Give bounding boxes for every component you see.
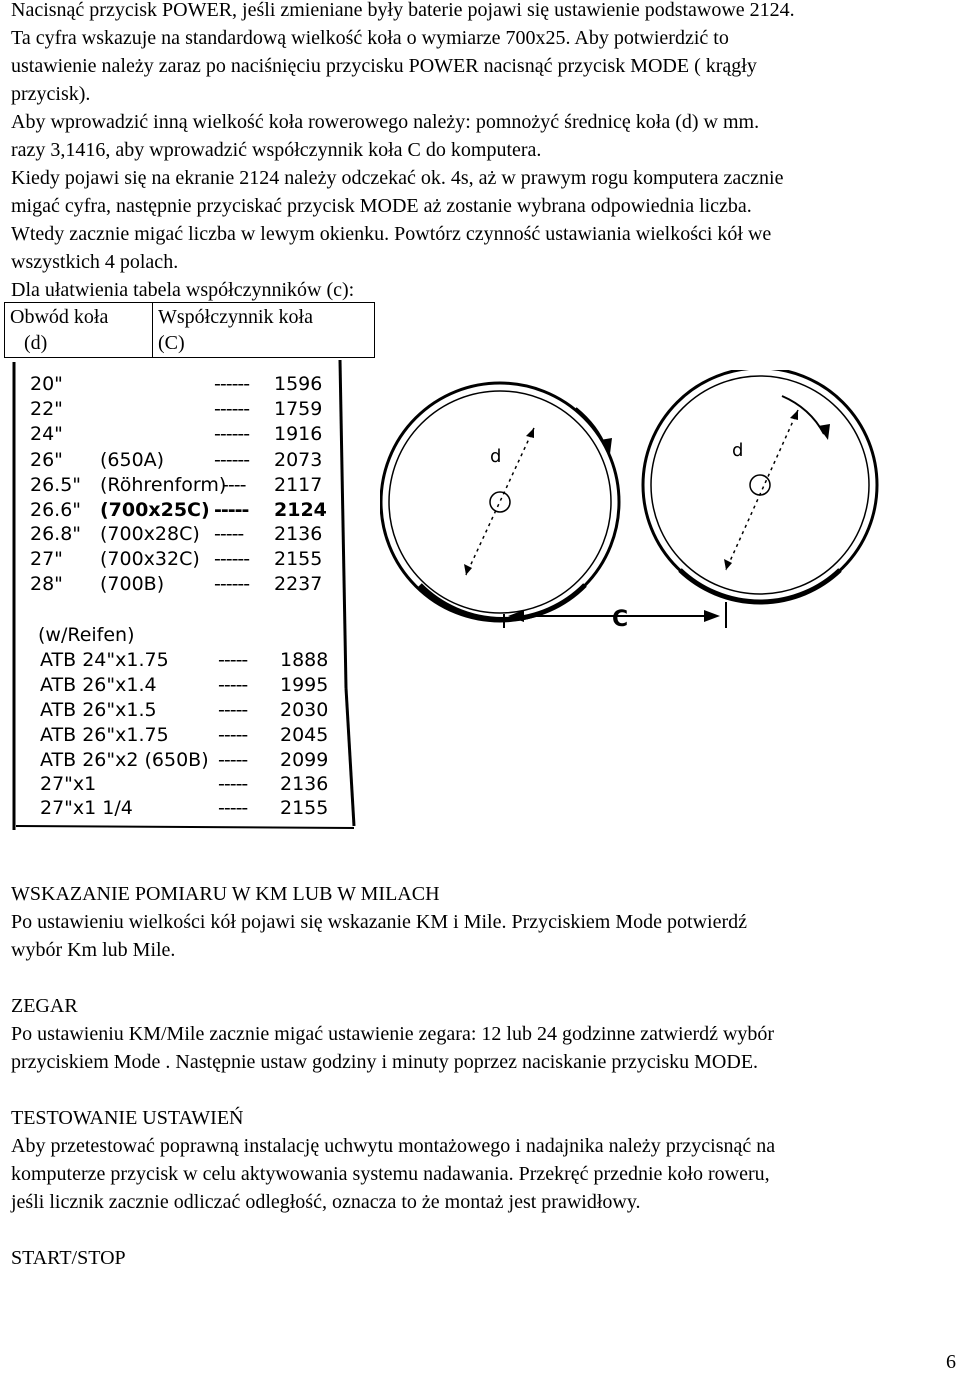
row-dash: ----- — [214, 499, 249, 521]
row-dash: ----- — [218, 674, 248, 696]
intro-line-1: Nacisnąć przycisk POWER, jeśli zmieniane były baterie pojawi się ustawienie podstawowe 2124. — [11, 0, 795, 21]
row-name: (700x25C) — [100, 499, 210, 521]
km-line-2: wybór Km lub Mile. — [11, 939, 176, 961]
row-size: ATB 26"x1.4 — [40, 674, 157, 696]
row-value: 2136 — [274, 523, 323, 545]
row-size: 24" — [30, 423, 63, 445]
row-size: 20" — [30, 373, 63, 395]
table-row — [10, 473, 350, 497]
test-line-1: Aby przetestować poprawną instalację uchwytu montażowego i nadajnika należy przycisnąć na — [11, 1135, 776, 1157]
table-row — [10, 796, 350, 820]
c-label: C — [612, 607, 629, 632]
row-value: 2155 — [280, 797, 329, 819]
row-name: (700x32C) — [100, 548, 200, 570]
intro-line-5: Aby wprowadzić inną wielkość koła rowerowego należy: pomnożyć średnicę koła (d) w mm. — [11, 111, 760, 133]
table-intro: Dla ułatwienia tabela współczynników (c): — [11, 279, 355, 301]
row-size: 27"x1 — [40, 773, 97, 795]
row-value: 2136 — [280, 773, 329, 795]
intro-line-4: przycisk). — [11, 83, 91, 105]
table-row — [10, 522, 350, 546]
clock-line-1: Po ustawieniu KM/Mile zacznie migać ustawienie zegara: 12 lub 24 godzinne zatwierdź wybór — [11, 1023, 775, 1045]
row-size: ATB 26"x1.75 — [40, 724, 169, 746]
test-section-title: TESTOWANIE USTAWIEŃ — [11, 1107, 244, 1129]
intro-line-2: Ta cyfra wskazuje na standardową wielkość koła o wymiarze 700x25. Aby potwierdzić to — [11, 27, 729, 49]
row-name: (700B) — [100, 573, 165, 595]
row-name: (Röhrenform) — [100, 474, 227, 496]
clock-line-2: przyciskiem Mode . Następnie ustaw godziny i minuty poprzez naciskanie przycisku MODE. — [11, 1051, 759, 1073]
row-value: 2124 — [274, 499, 327, 521]
wheel-size-table — [10, 358, 358, 832]
row-value: 1995 — [280, 674, 329, 696]
d-label-right: d — [732, 440, 744, 461]
row-dash: ----- — [218, 699, 248, 721]
header-circumference-line2: (d) — [24, 332, 48, 354]
km-line-1: Po ustawieniu wielkości kół pojawi się wskazanie KM i Mile. Przyciskiem Mode potwierdź — [11, 911, 747, 933]
row-value: 1759 — [274, 398, 323, 420]
header-coefficient — [153, 303, 374, 357]
table-row — [10, 547, 350, 571]
header-coefficient-line1: Współczynnik koła — [158, 306, 313, 328]
row-dash: ------ — [214, 423, 250, 445]
intro-line-7: Kiedy pojawi się na ekranie 2124 należy odczekać ok. 4s, aż w prawym rogu komputera zacznie — [11, 167, 784, 189]
left-wheel — [381, 383, 619, 621]
table-row — [10, 673, 350, 697]
page-number: 6 — [946, 1351, 956, 1373]
intro-line-10: wszystkich 4 polach. — [11, 251, 179, 273]
intro-line-8: migać cyfra, następnie przyciskać przycisk MODE aż zostanie wybrana odpowiednia liczba. — [11, 195, 752, 217]
row-dash: ------ — [214, 548, 250, 570]
row-size: ATB 24"x1.75 — [40, 649, 169, 671]
row-size: ATB 26"x1.5 — [40, 699, 157, 721]
table-row — [10, 397, 350, 421]
table-row — [10, 772, 350, 796]
row-size: ATB 26"x2 (650B) — [40, 749, 209, 771]
row-size: 26.6" — [30, 499, 82, 521]
row-dash: ------ — [214, 573, 250, 595]
intro-line-6: razy 3,1416, aby wprowadzić współczynnik koła C do komputera. — [11, 139, 542, 161]
intro-line-9: Wtedy zacznie migać liczba w lewym okienku. Powtórz czynność ustawiania wielkości kół we — [11, 223, 772, 245]
row-dash: ----- — [218, 724, 248, 746]
row-value: 1888 — [280, 649, 329, 671]
row-dash: ------ — [214, 449, 250, 471]
wheel-diagram — [380, 370, 940, 640]
table-row — [10, 572, 350, 596]
row-value: 2155 — [274, 548, 323, 570]
test-line-3: jeśli licznik zacznie odliczać odległość, oznacza to że montaż jest prawidłowy. — [11, 1191, 641, 1213]
row-dash: ------ — [214, 398, 250, 420]
row-value: 2073 — [274, 449, 323, 471]
row-value: 1916 — [274, 423, 323, 445]
row-size: 26.5" — [30, 474, 82, 496]
d-label-left: d — [490, 446, 502, 467]
coefficient-table-header — [4, 302, 375, 358]
row-dash: ----- — [214, 523, 244, 545]
clock-section-title: ZEGAR — [11, 995, 78, 1017]
row-dash: ----- — [218, 749, 248, 771]
row-dash: ----- — [218, 797, 248, 819]
row-value: 2099 — [280, 749, 329, 771]
row-dash: ----- — [218, 773, 248, 795]
row-value: 2030 — [280, 699, 329, 721]
table-row — [10, 498, 350, 522]
table-row — [10, 448, 350, 472]
row-dash: ----- — [218, 649, 248, 671]
right-wheel — [643, 370, 877, 602]
row-name: (700x28C) — [100, 523, 200, 545]
table-row — [10, 422, 350, 446]
row-value: 1596 — [274, 373, 323, 395]
row-dash: ---- — [222, 474, 246, 496]
km-section-title: WSKAZANIE POMIARU W KM LUB W MILACH — [11, 883, 440, 905]
table-row — [10, 723, 350, 747]
tires-header: (w/Reifen) — [38, 624, 135, 646]
test-line-2: komputerze przycisk w celu aktywowania systemu nadawania. Przekręć przednie koło roweru, — [11, 1163, 770, 1185]
row-size: 27" — [30, 548, 63, 570]
intro-line-3: ustawienie należy zaraz po naciśnięciu przycisku POWER nacisnąć przycisk MODE ( krągły — [11, 55, 757, 77]
table-row — [10, 372, 350, 396]
rotation-arrow-right — [782, 396, 824, 434]
table-row — [10, 698, 350, 722]
row-size: 26.8" — [30, 523, 82, 545]
row-value: 2045 — [280, 724, 329, 746]
row-size: 27"x1 1/4 — [40, 797, 133, 819]
row-dash: ------ — [214, 373, 250, 395]
row-value: 2117 — [274, 474, 323, 496]
table-row — [10, 648, 350, 672]
row-size: 22" — [30, 398, 63, 420]
startstop-section-title: START/STOP — [11, 1247, 126, 1269]
row-value: 2237 — [274, 573, 323, 595]
row-name: (650A) — [100, 449, 165, 471]
header-circumference-line1: Obwód koła — [10, 306, 109, 328]
table-row — [10, 748, 350, 772]
row-size: 26" — [30, 449, 63, 471]
header-coefficient-line2: (C) — [158, 332, 185, 354]
header-circumference — [5, 303, 153, 357]
row-size: 28" — [30, 573, 63, 595]
